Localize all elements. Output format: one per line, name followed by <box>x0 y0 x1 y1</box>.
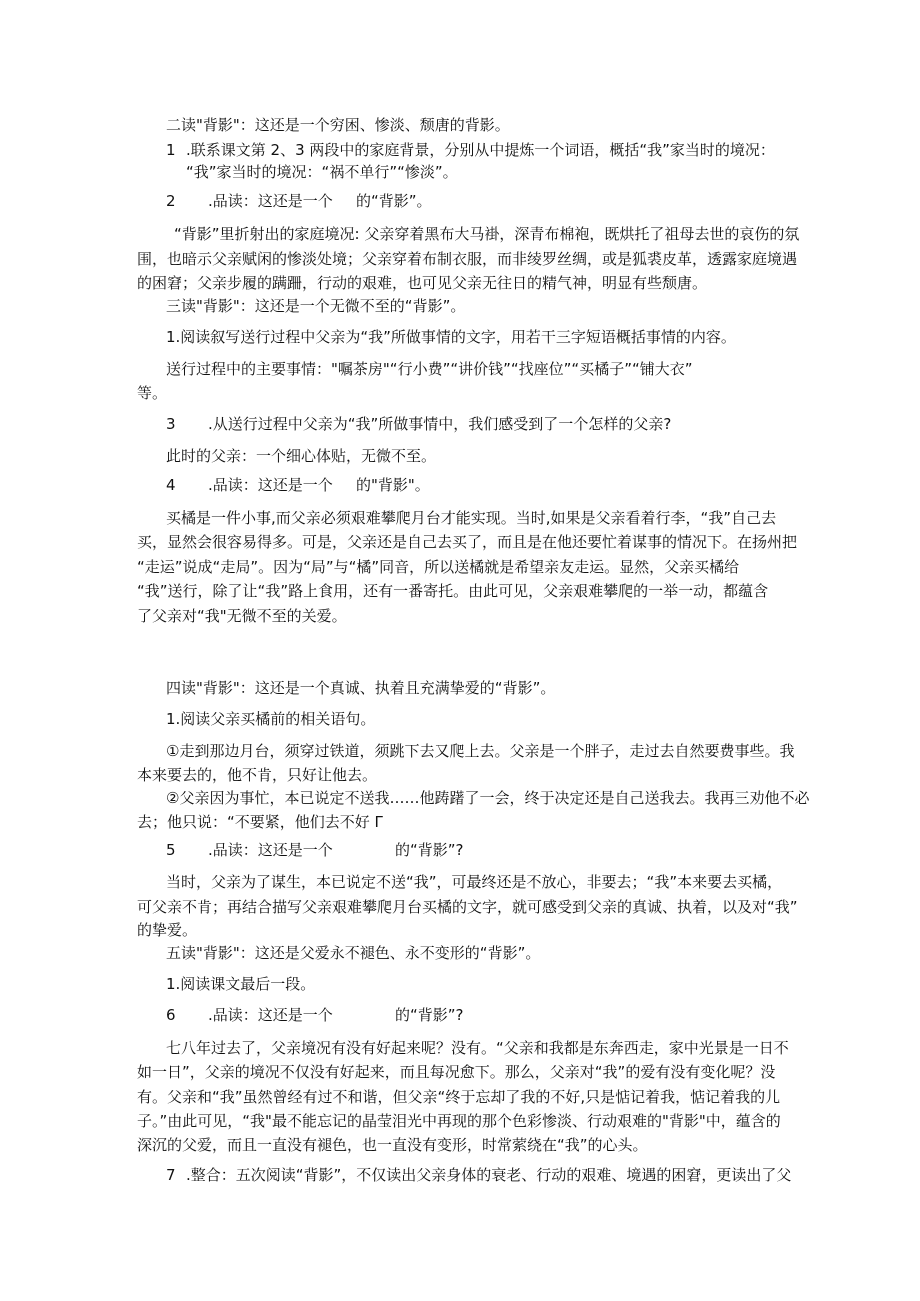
para-line: “我”送行，除了让“我”路上食用，还有一番寄托。由此可见，父亲艰难攀爬的一举一动，都蕴含 <box>137 582 769 600</box>
q2-text: .品读：这还是一个 <box>208 192 333 210</box>
q4-text: .品读：这还是一个 <box>208 476 333 494</box>
q6-text: .品读：这还是一个 <box>208 1006 333 1024</box>
para-line: 围，也暗示父亲赋闲的惨淡处境；父亲穿着布制衣服，而非绫罗丝绸，或是狐裘皮革，透露家庭境遇 <box>137 250 798 268</box>
q1-number: 1 <box>166 141 176 159</box>
events-line: 等。 <box>137 384 168 402</box>
q3-text: .从送行过程中父亲为“我”所做事情中，我们感受到了一个怎样的父亲? <box>208 415 672 433</box>
q-text: 1.阅读叙写送行过程中父亲为“我”所做事情的文字，用若干三字短语概括事情的内容。 <box>166 328 736 346</box>
q-text: 1.阅读父亲买橘前的相关语句。 <box>166 710 376 728</box>
q5-number: 5 <box>166 841 176 859</box>
q3-answer: 此时的父亲：一个细心体贴，无微不至。 <box>166 447 437 465</box>
para-line: “背影”里折射出的家庭境况: 父亲穿着黑布大马褂，深青布棉袍，既烘托了祖母去世的哀伤的氛 <box>174 225 800 243</box>
quote-line: ①走到那边月台，须穿过铁道，须跳下去又爬上去。父亲是一个胖子，走过去自然要费事些。我 <box>166 742 795 760</box>
para-line: 七八年过去了，父亲境况有没有好起来呢？没有。“父亲和我都是东奔西走，家中光景是一日不 <box>166 1039 789 1057</box>
events-line: 送行过程中的主要事情："嘱茶房"“行小费”“讲价钱”“找座位”“买橘子”“铺大衣” <box>166 360 693 378</box>
para-line: 买橘是一件小事,而父亲必须艰难攀爬月台才能实现。当时,如果是父亲看着行李，“我”自己去 <box>166 509 777 527</box>
q2-suffix: 的“背影”。 <box>356 192 432 210</box>
para-line: 有。父亲和“我”虽然曾经有过不和谐，但父亲“终于忘却了我的不好,只是惦记着我，惦记着我的儿 <box>137 1088 781 1106</box>
section3-heading: 三读"背影"：这还是一个无微不至的“背影”。 <box>166 297 466 315</box>
q4-suffix: 的"背影"。 <box>356 476 430 494</box>
q6-suffix: 的“背影”? <box>395 1006 464 1024</box>
q3-number: 3 <box>166 415 176 433</box>
para-line: 买，显然会很容易得多。可是，父亲还是自己去买了，而且是在他还要忙着谋事的情况下。在扬州把 <box>137 533 798 551</box>
q7-text: .整合：五次阅读“背影”，不仅读出父亲身体的衰老、行动的艰难、境遇的困窘，更读出了父 <box>186 1166 792 1184</box>
section5-heading: 五读"背影"：这还是父爱永不褪色、永不变形的“背影”。 <box>166 944 541 962</box>
para-line: 子。”由此可见，“我"最不能忘记的晶莹泪光中再现的那个色彩惨淡、行动艰难的"背影"中，蕴含的 <box>137 1112 781 1130</box>
quote-line: 本来要去的，他不肯，只好让他去。 <box>137 766 378 784</box>
q-text: 1.阅读课文最后一段。 <box>166 975 316 993</box>
q6-number: 6 <box>166 1006 176 1024</box>
para-line: “走运”说成“走局”。因为“局”与“橘”同音，所以送橘就是希望亲友走运。显然，父亲买橘给 <box>137 558 740 576</box>
quote-line: 去；他只说：“不要紧，他们去不好 Γ <box>137 813 383 831</box>
section4-heading: 四读"背影"：这还是一个真诚、执着且充满挚爱的“背影”。 <box>166 679 556 697</box>
q1-answer: “我”家当时的境况：“祸不单行”“惨淡”。 <box>186 163 458 181</box>
para-line: 的困窘；父亲步履的蹒跚，行动的艰难，也可见父亲无往日的精气神，明显有些颓唐。 <box>137 274 708 292</box>
q1-text: .联系课文第 2、3 两段中的家庭背景，分别从中提炼一个词语，概括“我”家当时的境况： <box>186 141 775 159</box>
q4-number: 4 <box>166 476 176 494</box>
q2-number: 2 <box>166 192 176 210</box>
quote-line: ②父亲因为事忙，本已说定不送我……他踌躇了一会，终于决定还是自己送我去。我再三劝他不必 <box>166 789 810 807</box>
para-line: 深沉的父爱，而且一直没有褪色，也一直没有变形，时常萦绕在“我”的心头。 <box>137 1136 648 1154</box>
q5-text: .品读：这还是一个 <box>208 841 333 859</box>
para-line: 如一日”，父亲的境况不仅没有好起来，而且每况愈下。那么，父亲对“我”的爱有没有变化呢？没 <box>137 1063 776 1081</box>
q5-suffix: 的“背影”? <box>395 841 464 859</box>
para-line: 可父亲不肯；再结合描写父亲艰难攀爬月台买橘的文字，就可感受到父亲的真诚、执着，以及对“我” <box>137 898 798 916</box>
section2-heading: 二读"背影"：这还是一个穷困、惨淡、颓唐的背影。 <box>166 116 510 134</box>
para-line: 的挚爱。 <box>137 921 198 939</box>
para-line: 了父亲对“我"无微不至的关爱。 <box>137 607 347 625</box>
para-line: 当时，父亲为了谋生，本已说定不送“我”，可最终还是不放心，非要去；“我”本来要去买橘， <box>166 873 783 891</box>
q7-number: 7 <box>166 1166 176 1184</box>
